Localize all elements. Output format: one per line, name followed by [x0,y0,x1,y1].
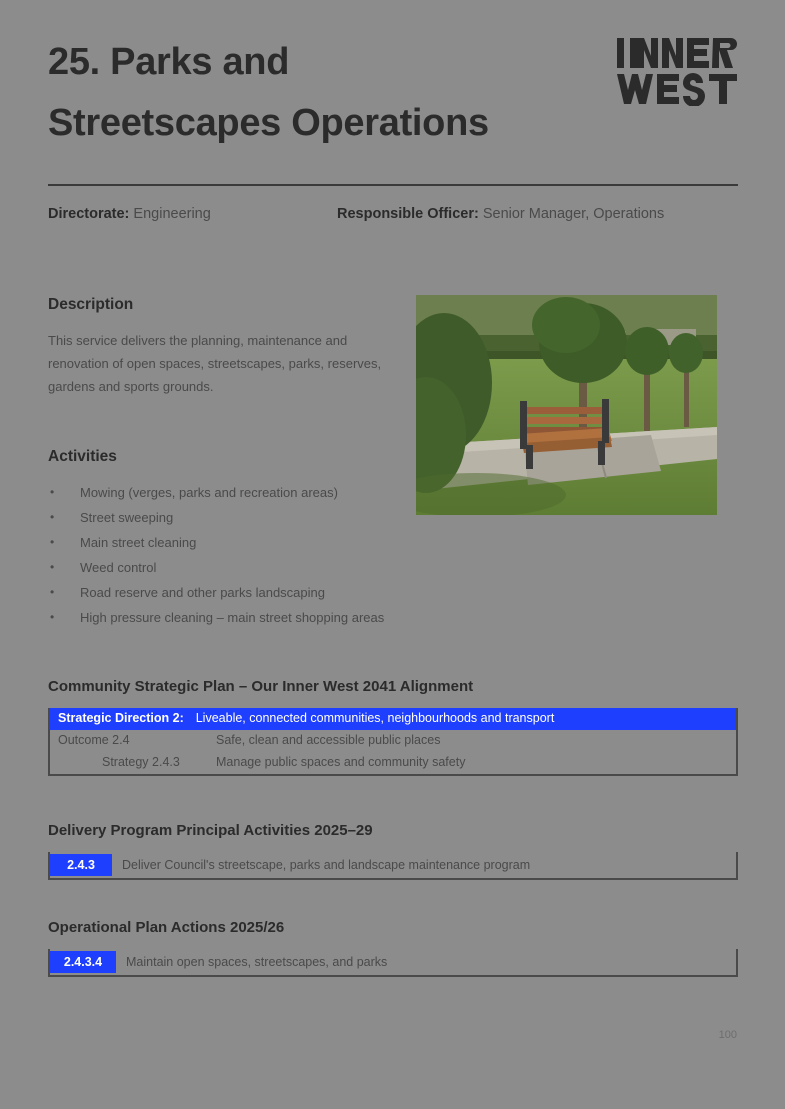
delivery-program-text: Deliver Council's streetscape, parks and landscape maintenance program [122,858,531,872]
strategy-label: Strategy 2.4.3 [102,755,180,769]
title-divider [48,184,738,186]
list-item: • Main street cleaning [48,530,448,555]
page-number: 100 [718,1029,737,1041]
strategic-direction-label: Strategic Direction 2: [50,708,190,730]
table-row [50,949,736,975]
list-item: • Street sweeping [48,505,448,530]
responsible-officer-value: Senior Manager, Operations [482,206,665,222]
csp-table [48,708,738,776]
description-heading: Description [48,296,134,313]
responsible-officer-label: Responsible Officer: [337,206,479,222]
operational-plan-table [48,949,738,977]
description-body: This service delivers the planning, maintenance and renovation of open spaces, streetscapes, parks, reserves, gardens and sports grounds. [48,333,382,394]
activities-list [48,480,448,630]
table-row [50,752,736,774]
directorate-value: Engineering [133,206,211,222]
page-title [48,42,648,144]
outcome-label: Outcome 2.4 [58,733,130,747]
directorate-field [48,204,328,226]
responsible-officer-field [337,204,737,226]
operational-plan-text: Maintain open spaces, streetscapes, and parks [126,955,388,969]
list-item: • Weed control [48,555,448,580]
park-photo [416,295,717,515]
directorate-label: Directorate: [48,206,130,222]
strategy-text: Manage public spaces and community safety [216,755,466,769]
delivery-program-code: 2.4.3 [50,854,112,876]
delivery-program-table [48,852,738,880]
activities-heading: Activities [48,448,117,465]
operational-plan-heading: Operational Plan Actions 2025/26 [48,919,285,936]
outcome-text: Safe, clean and accessible public places [216,733,441,747]
page-title-line2: Streetscapes Operations [48,102,489,145]
delivery-program-heading: Delivery Program Principal Activities 2025–29 [48,822,373,839]
operational-plan-code: 2.4.3.4 [50,951,116,973]
list-item: • Mowing (verges, parks and recreation areas) [48,480,448,505]
csp-heading: Community Strategic Plan – Our Inner West 2041 Alignment [48,678,474,695]
table-row [50,730,736,752]
table-row [50,708,736,730]
list-item: • Road reserve and other parks landscaping [48,580,448,605]
table-row [50,852,736,878]
page-title-line1: 25. Parks and [48,41,290,83]
list-item: • High pressure cleaning – main street shopping areas [48,605,448,630]
strategic-direction-text: Liveable, connected communities, neighbourhoods and transport [190,708,736,730]
